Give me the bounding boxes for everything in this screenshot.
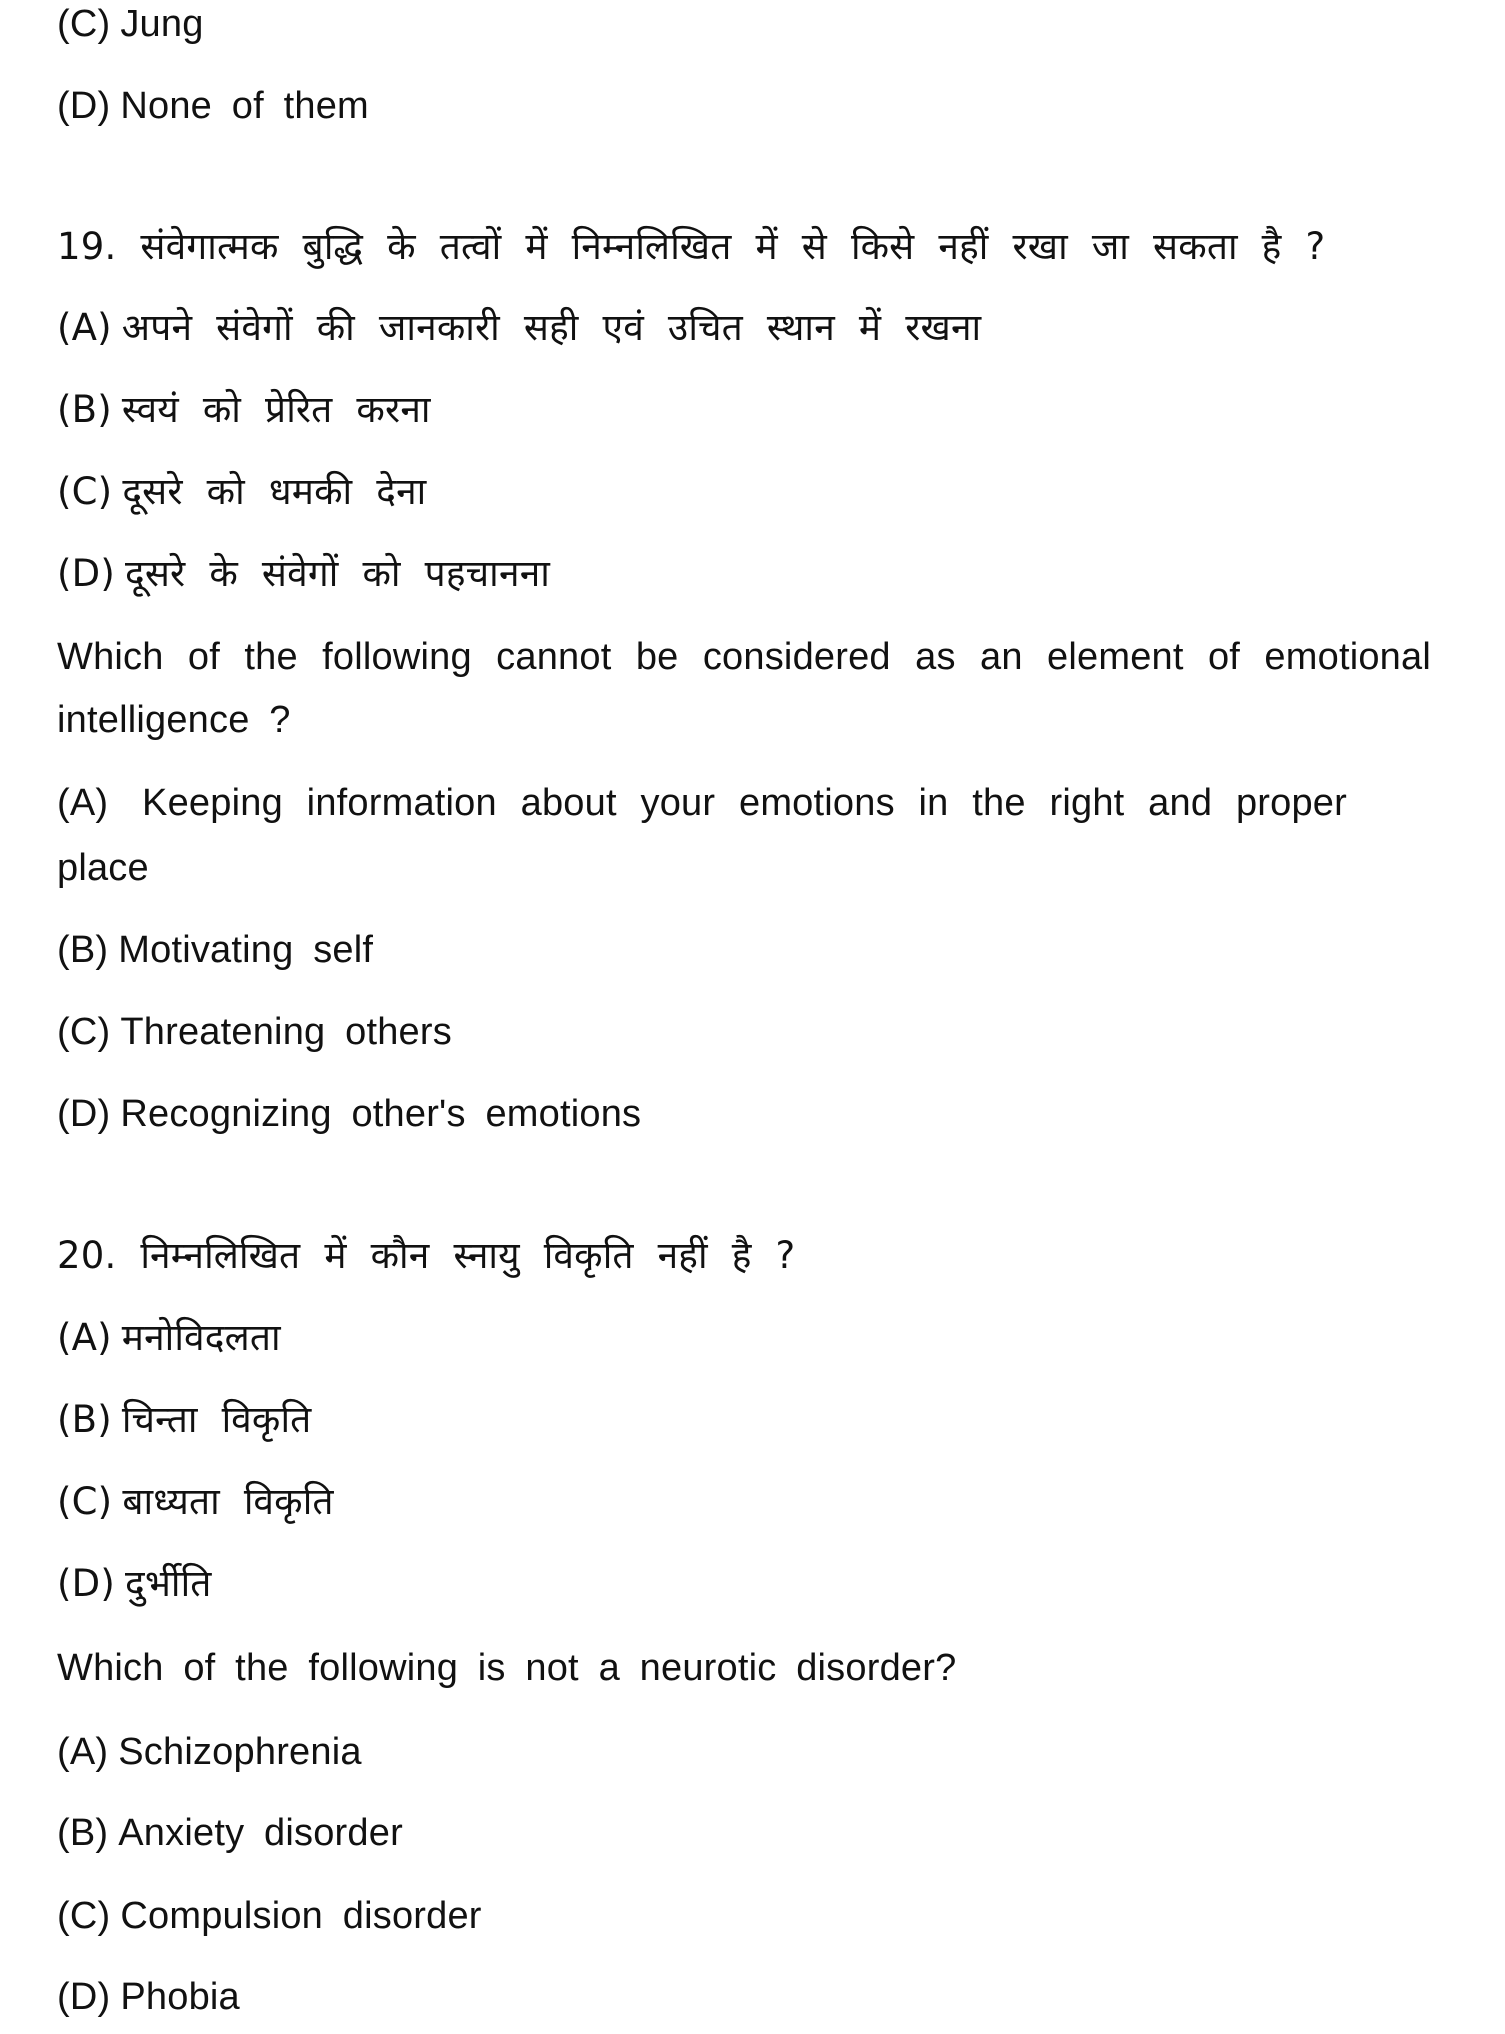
question-20-english-option-c xyxy=(57,1897,482,1935)
question-stem: संवेगात्मक बुद्धि के तत्वों में निम्नलिखित में से किसे नहीं रखा जा सकता है ? xyxy=(140,225,1326,268)
option-letter: (B) xyxy=(57,1398,112,1441)
option-letter: (A) xyxy=(57,306,112,349)
option-text: मनोविदलता xyxy=(121,1316,281,1359)
option-letter: (B) xyxy=(57,388,112,431)
question-20-hindi-option-b xyxy=(57,1398,312,1441)
question-20-english-option-d xyxy=(57,1978,240,2016)
question-number: 20. xyxy=(57,1234,117,1277)
question-20-hindi-option-d xyxy=(57,1562,212,1605)
option-letter: (D) xyxy=(57,1562,115,1605)
option-text: Compulsion disorder xyxy=(120,1895,482,1937)
option-text: Phobia xyxy=(120,1976,240,2018)
option-letter: (C) xyxy=(57,1895,111,1937)
option-text: Anxiety disorder xyxy=(118,1812,403,1854)
option-text: दुर्भीति xyxy=(124,1562,212,1605)
question-number: 19. xyxy=(57,225,117,268)
question-19-english-stem-line1: Which of the following cannot be considered as an element of emotional xyxy=(57,636,1431,678)
option-text: दूसरे के संवेगों को पहचानना xyxy=(124,552,551,595)
question-20-hindi-stem xyxy=(57,1234,796,1277)
option-text: Threatening others xyxy=(120,1011,452,1053)
option-c-prev xyxy=(57,5,204,43)
option-letter: (D) xyxy=(57,85,111,127)
option-text: Motivating self xyxy=(118,929,374,971)
option-text: स्वयं को प्रेरित करना xyxy=(121,388,431,431)
question-20-hindi-option-a xyxy=(57,1316,281,1359)
question-19-hindi-option-d xyxy=(57,552,551,595)
option-text: अपने संवेगों की जानकारी सही एवं उचित स्थान में रखना xyxy=(121,306,982,349)
option-letter: (C) xyxy=(57,3,111,45)
option-letter: (D) xyxy=(57,1976,111,2018)
option-letter: (D) xyxy=(57,1093,111,1135)
option-text: Recognizing other's emotions xyxy=(120,1093,642,1135)
option-letter: (B) xyxy=(57,1812,109,1854)
option-text: Jung xyxy=(120,3,204,45)
question-19-hindi-option-a xyxy=(57,306,982,349)
option-letter: (D) xyxy=(57,552,115,595)
question-19-english-option-d xyxy=(57,1095,641,1133)
option-d-prev xyxy=(57,87,369,125)
question-20-english-option-b xyxy=(57,1814,403,1852)
option-text: None of them xyxy=(120,85,369,127)
question-19-hindi-stem xyxy=(57,225,1326,268)
question-20-english-option-a xyxy=(57,1733,362,1771)
question-19-hindi-option-c xyxy=(57,470,427,513)
question-20-english-stem: Which of the following is not a neurotic disorder? xyxy=(57,1647,957,1689)
option-letter: (C) xyxy=(57,1480,113,1523)
option-letter: (A) xyxy=(57,782,109,824)
question-19-english-option-c xyxy=(57,1013,452,1051)
option-text: Schizophrenia xyxy=(118,1731,362,1773)
option-letter: (C) xyxy=(57,1011,111,1053)
option-text: चिन्ता विकृति xyxy=(121,1398,312,1441)
option-letter: (B) xyxy=(57,929,109,971)
question-19-hindi-option-b xyxy=(57,388,431,431)
option-text: बाध्यता विकृति xyxy=(122,1480,334,1523)
option-letter: (A) xyxy=(57,1731,109,1773)
question-stem: निम्नलिखित में कौन स्नायु विकृति नहीं है ? xyxy=(140,1234,796,1277)
option-letter: (A) xyxy=(57,1316,112,1359)
question-20-hindi-option-c xyxy=(57,1480,334,1523)
option-text: Keeping information about your emotions in the right and proper xyxy=(142,782,1347,824)
question-19-english-option-a-line1 xyxy=(57,784,1347,822)
question-19-english-stem-line2: intelligence ? xyxy=(57,699,291,741)
option-text: दूसरे को धमकी देना xyxy=(122,470,427,513)
option-letter: (C) xyxy=(57,470,113,513)
question-19-english-option-b xyxy=(57,931,373,969)
question-19-english-option-a-line2: place xyxy=(57,847,149,889)
